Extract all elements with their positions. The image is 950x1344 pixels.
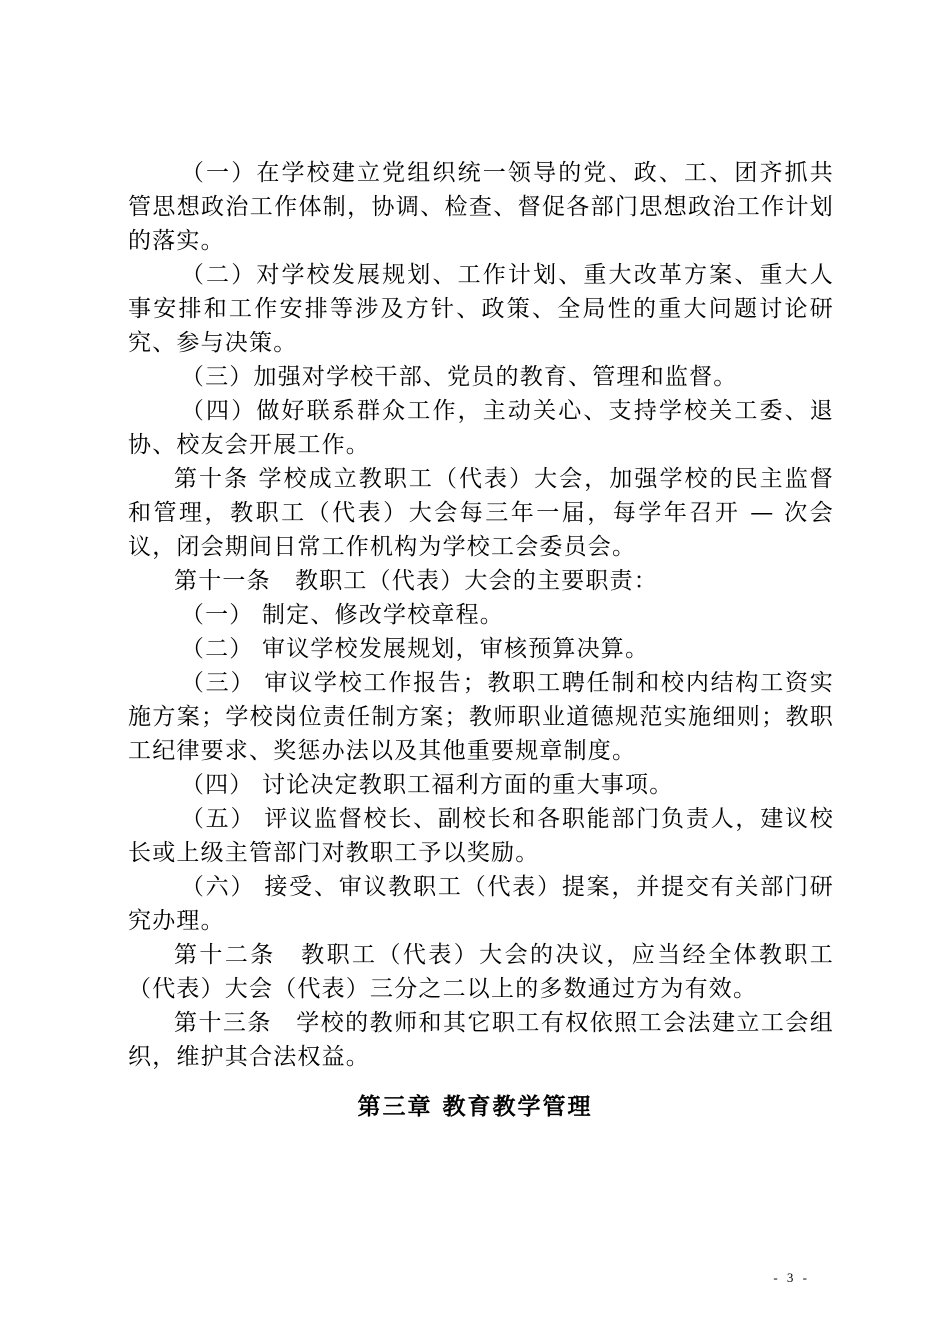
article-11-item-2: （二） 审议学校发展规划，审核预算决算。 bbox=[180, 636, 650, 662]
page-number: - 3 - bbox=[773, 1270, 810, 1285]
article-10: 第十条 学校成立教职工（代表）大会，加强学校的民主监督和管理，教职工（代表）大会每三年一届，每学年召开 — 次会议，闭会期间日常工作机构为学校工会委员会。 bbox=[128, 466, 834, 560]
article-11-heading: 第十一条 教职工（代表）大会的主要职责： bbox=[174, 568, 658, 594]
article-11-item-1: （一） 制定、修改学校章程。 bbox=[180, 602, 505, 628]
article-11-item-5: （五） 评议监督校长、副校长和各职能部门负责人，建议校长或上级主管部门对教职工予以奖励。 bbox=[128, 806, 834, 866]
article-11-item-6: （六） 接受、审议教职工（代表）提案，并提交有关部门研究办理。 bbox=[128, 874, 834, 934]
paragraph-item-4: （四）做好联系群众工作，主动关心、支持学校关工委、退协、校友会开展工作。 bbox=[128, 398, 834, 458]
document-body bbox=[128, 156, 834, 1074]
article-11-item-3: （三） 审议学校工作报告；教职工聘任制和校内结构工资实施方案；学校岗位责任制方案；教师职业道德规范实施细则；教职工纪律要求、奖惩办法以及其他重要规章制度。 bbox=[128, 670, 834, 764]
paragraph-item-1: （一）在学校建立党组织统一领导的党、政、工、团齐抓共管思想政治工作体制，协调、检查、督促各部门思想政治工作计划的落实。 bbox=[128, 160, 834, 254]
paragraph-item-3: （三）加强对学校干部、党员的教育、管理和监督。 bbox=[180, 364, 738, 390]
chapter-title: 第三章 教育教学管理 bbox=[357, 1093, 593, 1120]
article-11-item-4: （四） 讨论决定教职工福利方面的重大事项。 bbox=[180, 772, 674, 798]
article-12: 第十二条 教职工（代表）大会的决议，应当经全体教职工（代表）大会（代表）三分之二以上的多数通过方为有效。 bbox=[128, 942, 834, 1002]
paragraph-item-2: （二）对学校发展规划、工作计划、重大改革方案、重大人事安排和工作安排等涉及方针、政策、全局性的重大问题讨论研究、参与决策。 bbox=[128, 262, 834, 356]
article-13: 第十三条 学校的教师和其它职工有权依照工会法建立工会组织，维护其合法权益。 bbox=[128, 1010, 834, 1070]
